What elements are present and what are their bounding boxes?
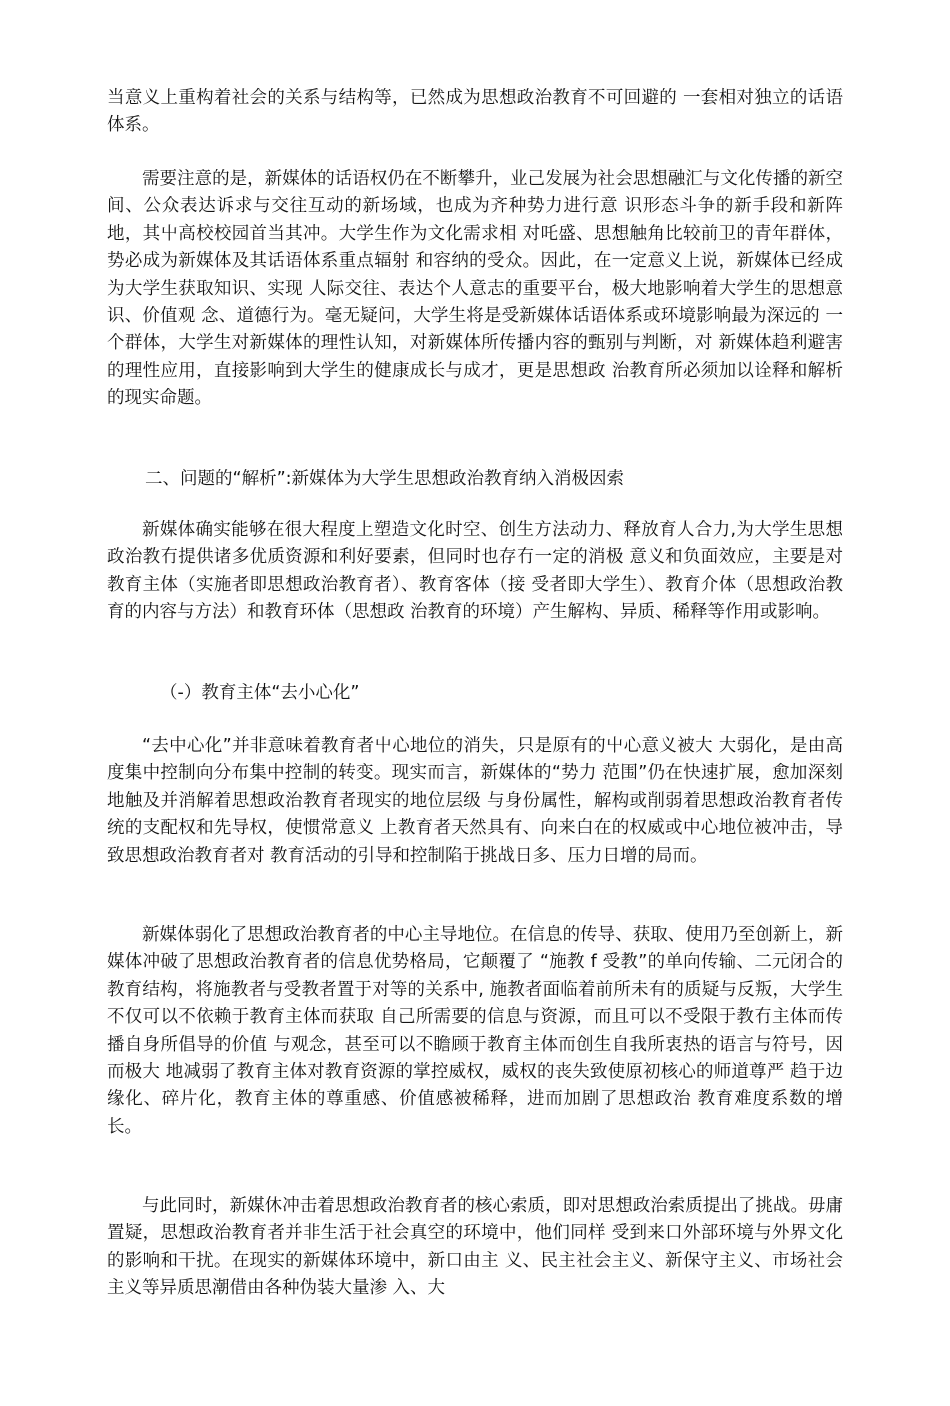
section-heading-2: 二、问题的“解析”:新媒体为大学生思想政治教育纳入消极因索 — [145, 469, 625, 489]
paragraph-decentralization: “去中心化”并非意味着教育者屮心地位的消失，只是原有的屮心意义被大 大弱化，是由高度集中控制向分布集中控制的转变。现实而言，新媒体的“势力 范围”仍在快速扩展，愈加深刻地触及并消解着思想政治教育者现实的地位层级 与身份属性，解构或削弱着思想政治教育者传统的支配权和先导权，使惯常意义 上教育者天然具有、向来白在的权威或中心地位被冲击，导致思想政治教育者对 教育活动的引导和控制陷于挑战日多、压力日增的局而。 — [107, 736, 843, 866]
paragraph-new-media-discourse: 需要注意的是，新媒体的话语权仍在不断攀升，业己发展为社会思想融汇与文化传播的新空间、公众表达诉求与交往互动的新场域，也成为齐种势力进行意 识形态斗争的新手段和新阵地，其屮高校校园首当其冲。大学生作为文化需求相 对吒盛、思想触角比较前卫的青年群体，势必成为新媒体及其话语体系重点辐射 和容纳的受众。因此，在一定意义上说，新媒体已经成为大学生获取知识、实现 人际交往、表达个人意志的重要平台，极大地影响着大学生的思想意识、价值观 念、道德行为。毫无疑问，大学生将是受新媒体话语体系或环境影响最为深远的 一个群体，大学生对新媒体的理性认知，对新媒体所传播内容的甄别与判断，对 新媒体趋利避害的理性应用，直接影响到大学生的健康成长与成才，更是思想政 治教育所必须加以诠释和解析的现实命题。 — [107, 169, 843, 409]
subsection-heading-1: （-）教育主体“去小心化” — [160, 683, 360, 703]
paragraph-weakened-authority: 新媒体弱化了思想政治教育者的中心主导地位。在信息的传导、获取、使用乃至创新上，新媒体冲破了思想政治教育者的信息优势格局，它颠覆了 “施教 f 受教”的单向传输、二元闭合的教育结构，将施教者与受教者置于对等的关系中, 施教者面临着前所未有的质疑与反叛，大学生不仅可以不依赖于教育主体而获取 自己所需要的信息与资源，而且可以不受限于教冇主体而传播自身所倡导的价值 与观念，甚至可以不瞻顾于教育主体而创生自我所衷热的语言与符号，因而极大 地减弱了教育主体对教育资源的掌控威权，威权的丧失致使原初核心的师道尊严 趋于边缘化、碎片化，教育主体的尊重感、价值感被稀释，进而加剧了思想政治 教育难度系数的增长。 — [107, 925, 843, 1137]
paragraph-continuation: 当意义上重构着社会的关系与结构等，已然成为思想政治教育不可回避的 一套相对独立的话语体系。 — [107, 88, 843, 136]
paragraph-negative-effects: 新媒体确实能够在很大程度上塑造文化时空、创生方法动力、释放育人合力,为大学生思想政治教冇提供诸多优质资源和利好要素，但同时也存冇一定的消极 意义和负面效应，主要是对教育主体（实施者即思想政治教育者）、教育客体（接 受者即大学生）、教育介体（思想政治教育的内容与方法）和教育环体（思想政 治教育的环境）产生解构、异质、稀释等作用或影响。 — [107, 520, 843, 623]
paragraph-core-qualities: 与此同时，新媒休冲击着思想政治教育者的核心索质，即对思想政治索质提出了挑战。毋庸置疑，思想政治教育者并非生活于社会真空的环境中，他们同样 受到来口外部环境与外界文化的影响和干扰。在现实的新媒体环境中，新口由主 义、民主社会主义、新保守主义、市场社会主义等异质思潮借由各种伪装大量渗 入、大 — [107, 1196, 843, 1299]
